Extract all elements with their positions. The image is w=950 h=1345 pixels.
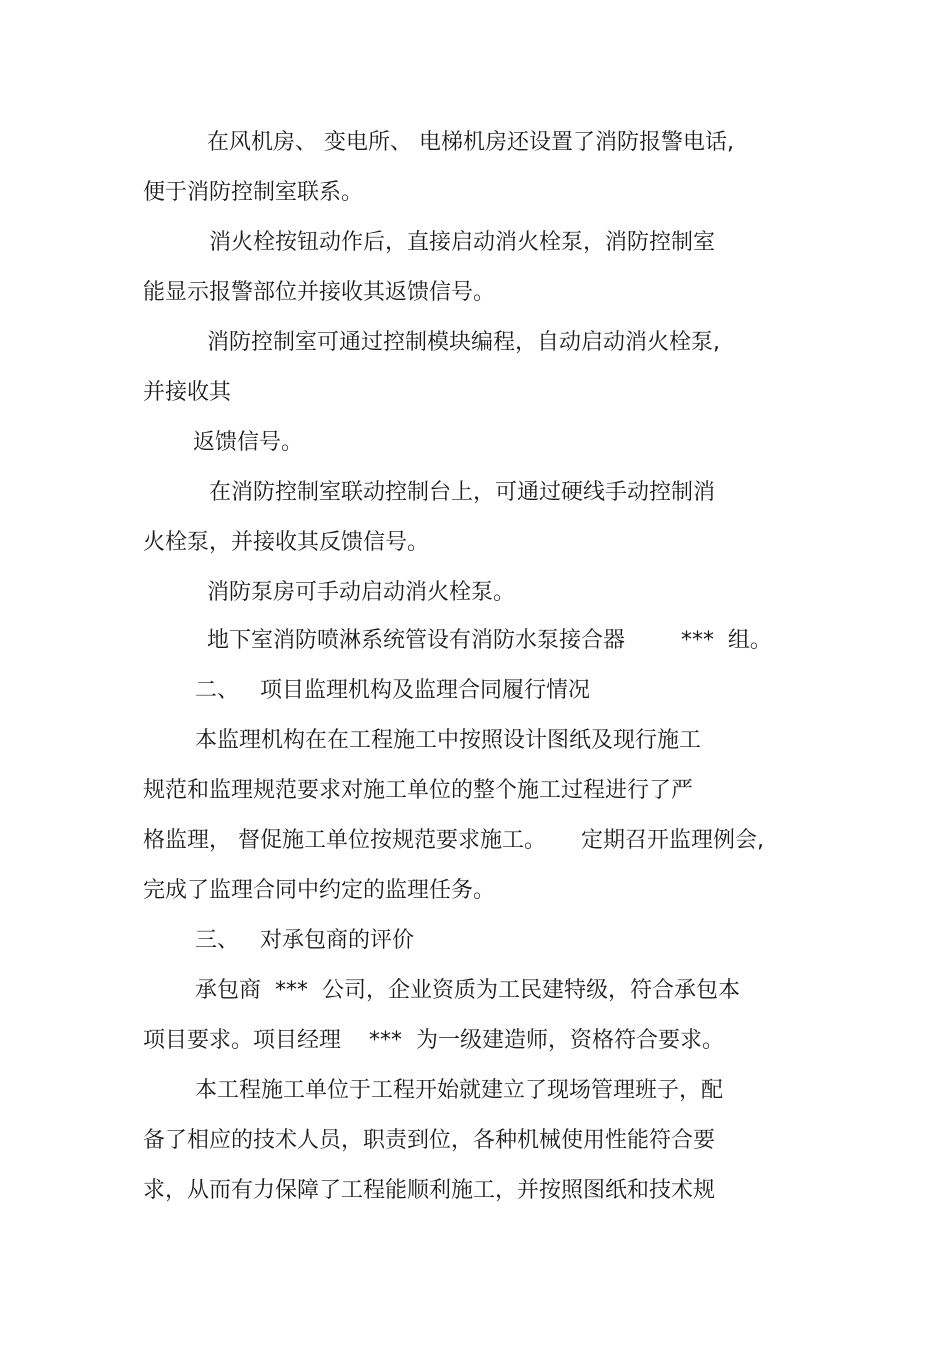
text-line: 格监理， 督促施工单位按规范要求施工。 定期召开监理例会, <box>143 828 764 853</box>
text-line: 火栓泵，并接收其反馈信号。 <box>143 530 430 555</box>
text-line: 能显示报警部位并接收其返馈信号。 <box>143 280 496 305</box>
text-line: 求，从而有力保障了工程能顺利施工，并按照图纸和技术规 <box>143 1178 716 1203</box>
text-line: 消火栓按钮动作后，直接启动消火栓泵，消防控制室 <box>209 230 716 255</box>
text-line: 本监理机构在在工程施工中按照设计图纸及现行施工 <box>195 728 702 753</box>
section-heading: 二、 项目监理机构及监理合同履行情况 <box>195 678 590 703</box>
text-line: 完成了监理合同中约定的监理任务。 <box>143 878 496 903</box>
text-line: 地下室消防喷淋系统管设有消防水泵接合器 *** 组。 <box>207 628 772 653</box>
text-line: 项目要求。项目经理 *** 为一级建造师，资格符合要求。 <box>143 1028 724 1053</box>
text-line: 本工程施工单位于工程开始就建立了现场管理班子，配 <box>195 1078 724 1103</box>
text-line: 承包商 *** 公司，企业资质为工民建特级，符合承包本 <box>195 978 740 1003</box>
text-line: 备了相应的技术人员，职责到位，各种机械使用性能符合要 <box>143 1128 716 1153</box>
text-line: 并接收其 <box>143 380 232 405</box>
text-line: 消防控制室可通过控制模块编程，自动启动消火栓泵, <box>207 330 720 355</box>
text-line: 在消防控制室联动控制台上，可通过硬线手动控制消 <box>209 480 716 505</box>
text-line: 在风机房、 变电所、 电梯机房还设置了消防报警电话, <box>207 130 734 155</box>
section-heading: 三、 对承包商的评价 <box>195 928 414 953</box>
text-line: 消防泵房可手动启动消火栓泵。 <box>207 580 516 605</box>
text-line: 便于消防控制室联系。 <box>143 180 364 205</box>
text-line: 返馈信号。 <box>193 430 304 455</box>
text-line: 规范和监理规范要求对施工单位的整个施工过程进行了严 <box>143 778 694 803</box>
